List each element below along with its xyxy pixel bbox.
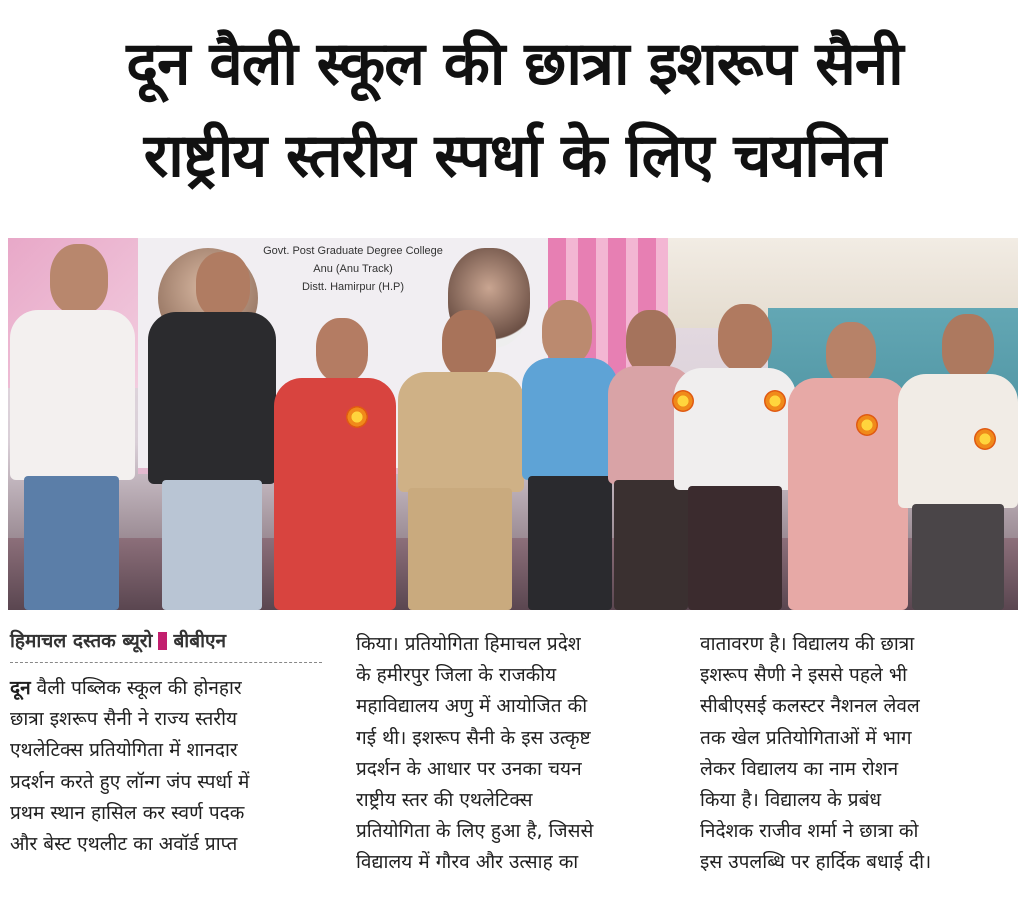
banner-line: Distt. Hamirpur (H.P) (301, 281, 405, 293)
article-line: एथलेटिक्स प्रतियोगिता में शानदार (10, 739, 238, 762)
article-line: प्रतियोगिता के लिए हुआ है, जिससे (356, 820, 594, 843)
article-line: किया। प्रतियोगिता हिमाचल प्रदेश (356, 633, 581, 655)
photo-banner-text (263, 242, 443, 296)
article-line: गई थी। इशरूप सैनी के इस उत्कृष्ट (356, 726, 591, 749)
article-line: तक खेल प्रतियोगिताओं में भाग (700, 726, 912, 749)
article-line (10, 673, 322, 704)
article-line: प्रथम स्थान हासिल कर स्वर्ण पदक (10, 801, 245, 824)
byline-bureau: हिमाचल दस्तक ब्यूरो (10, 630, 153, 652)
byline-separator-icon (158, 632, 167, 650)
article-line: विद्यालय में गौरव और उत्साह का (356, 851, 579, 874)
article-lead-word: दून (10, 677, 31, 699)
article-line: लेकर विद्यालय का नाम रोशन (700, 757, 899, 780)
byline-place: बीबीएन (173, 630, 227, 652)
article-line: छात्रा इशरूप सैनी ने राज्य स्तरीय (10, 708, 238, 731)
article-line-text: वैली पब्लिक स्कूल की होनहार (30, 677, 242, 699)
article-paragraph (356, 629, 668, 879)
news-photo (8, 238, 1018, 610)
article-line: वातावरण है। विद्यालय की छात्रा (700, 633, 915, 655)
banner-line: Anu (Anu Track) (313, 263, 393, 275)
article-line: इस उपलब्धि पर हार्दिक बधाई दी। (700, 851, 932, 874)
article-line: और बेस्ट एथलीट का अवॉर्ड प्राप्त (10, 833, 238, 856)
article-line: महाविद्यालय अणु में आयोजित की (356, 695, 588, 718)
article-line: प्रदर्शन करते हुए लॉन्ग जंप स्पर्धा में (10, 770, 250, 793)
article-line: इशरूप सैणी ने इससे पहले भी (700, 664, 908, 687)
headline (8, 18, 1021, 202)
badge-rosette-icon (346, 406, 368, 428)
byline (10, 626, 322, 663)
article-line: प्रदर्शन के आधार पर उनका चयन (356, 757, 582, 780)
article-line: सीबीएसई कलस्टर नैशनल लेवल (700, 695, 920, 718)
article-column-3 (700, 629, 1017, 879)
article-line: राष्ट्रीय स्तर की एथलेटिक्स (356, 789, 533, 812)
badge-rosette-icon (974, 428, 996, 450)
badge-rosette-icon (764, 390, 786, 412)
article-line: किया है। विद्यालय के प्रबंध (700, 789, 882, 812)
article-paragraph (700, 629, 1017, 879)
headline-line-2: राष्ट्रीय स्तरीय स्पर्धा के लिए चयनित (143, 121, 886, 191)
banner-line: Govt. Post Graduate Degree College (263, 245, 443, 257)
article-line: निदेशक राजीव शर्मा ने छात्रा को (700, 820, 919, 843)
article-line: के हमीरपुर जिला के राजकीय (356, 664, 557, 687)
article-paragraph (10, 673, 322, 860)
article-column-2 (356, 629, 668, 879)
headline-line-1: दून वैली स्कूल की छात्रा इशरूप सैनी (126, 29, 903, 99)
article-column-1 (10, 626, 322, 860)
badge-rosette-icon (856, 414, 878, 436)
badge-rosette-icon (672, 390, 694, 412)
